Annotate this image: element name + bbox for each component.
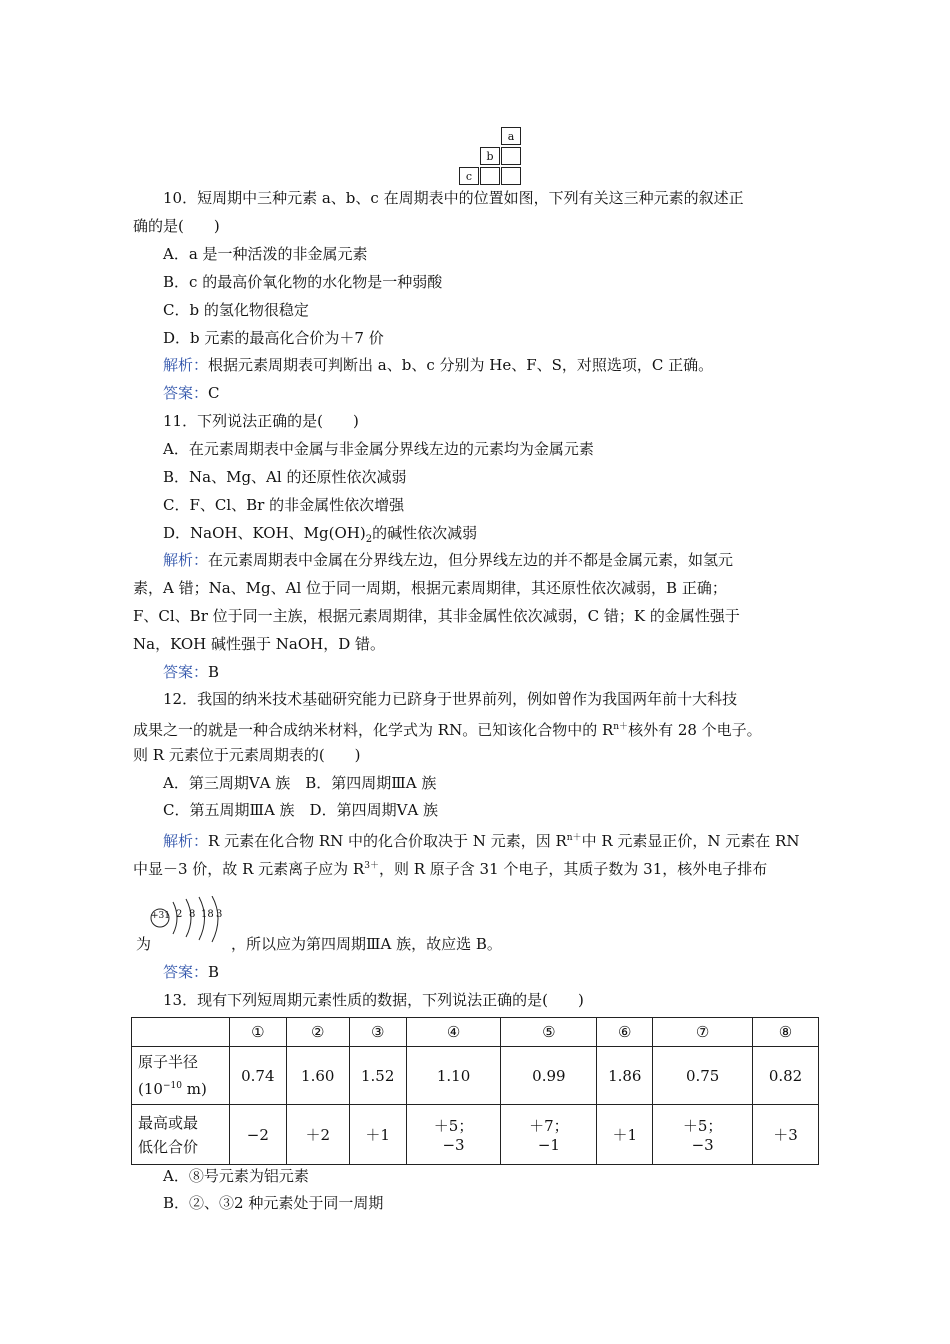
q10-answer	[163, 383, 220, 403]
answer-label: 答案：	[163, 963, 209, 981]
answer-value: C	[208, 384, 220, 402]
shell-count: 2	[176, 909, 183, 920]
answer-label: 答案：	[163, 663, 209, 681]
electron-shell-drawing	[147, 896, 231, 950]
table-cell: ＋5； −3	[653, 1105, 753, 1165]
q12-analysis-line3: ，所以应为第四周期ⅢA 族，故应选 B。	[231, 935, 502, 953]
q13-stem: 13．现有下列短周期元素性质的数据，下列说法正确的是( )	[163, 991, 584, 1009]
table-cell: ＋5； −3	[406, 1105, 501, 1165]
q12-stem: 12．我国的纳米技术基础研究能力已跻身于世界前列，例如曾作为我国两年前十大科技	[163, 690, 738, 708]
table-header: ⑧	[753, 1018, 819, 1047]
analysis-text: 根据元素周期表可判断出 a、b、c 分别为 He、F、S，对照选项，C 正确。	[208, 356, 714, 374]
cell-blank	[501, 167, 521, 185]
cell-a: a	[501, 127, 521, 145]
table-cell: 0.74	[229, 1047, 286, 1105]
table-cell: 1.86	[597, 1047, 653, 1105]
cell-blank	[501, 147, 521, 165]
q10-analysis	[163, 355, 713, 375]
analysis-label: 解析：	[163, 551, 209, 569]
table-header: ④	[406, 1018, 501, 1047]
table-header: ③	[349, 1018, 406, 1047]
q13-option-b: B．②、③2 种元素处于同一周期	[163, 1194, 384, 1212]
q10-option-b: B．c 的最高价氧化物的水化物是一种弱酸	[163, 273, 443, 291]
q11-analysis-line4: Na，KOH 碱性强于 NaOH，D 错。	[133, 635, 386, 653]
q13-option-a: A．⑧号元素为铝元素	[163, 1167, 309, 1185]
q12-stem-line3: 则 R 元素位于元素周期表的( )	[133, 746, 361, 764]
table-row-valence	[132, 1105, 819, 1165]
q11-option-c: C．F、Cl、Br 的非金属性依次增强	[163, 496, 405, 514]
electron-shell-diagram	[147, 896, 231, 950]
q11-option-a: A．在元素周期表中金属与非金属分界线左边的元素均为金属元素	[163, 440, 594, 458]
q11-analysis-line3: F、Cl、Br 位于同一主族，根据元素周期律，其非金属性依次减弱，C 错；K 的金属性强于	[133, 607, 740, 625]
table-cell: ＋3	[753, 1105, 819, 1165]
table-cell: 0.82	[753, 1047, 819, 1105]
table-cell: 0.99	[501, 1047, 597, 1105]
q11-option-b: B．Na、Mg、Al 的还原性依次减弱	[163, 468, 407, 486]
table-cell: 1.10	[406, 1047, 501, 1105]
table-cell: 0.75	[653, 1047, 753, 1105]
row-label-valence: 最高或最 低化合价	[132, 1105, 230, 1165]
q11-answer	[163, 662, 219, 682]
q10-option-a: A．a 是一种活泼的非金属元素	[163, 245, 368, 263]
q10-stem: 10．短周期中三种元素 a、b、c 在周期表中的位置如图，下列有关这三种元素的叙述正	[163, 189, 744, 207]
table-header: ⑦	[653, 1018, 753, 1047]
q10-stem-cont: 确的是( )	[133, 217, 220, 235]
q11-analysis: 解析：在元素周期表中金属在分界线左边，但分界线左边的并不都是金属元素，如氢元	[163, 551, 734, 569]
table-cell: ＋1	[349, 1105, 406, 1165]
periodic-table-fragment	[459, 127, 523, 185]
q12-options-ab: A．第三周期ⅤA 族 B．第四周期ⅢA 族	[163, 774, 437, 792]
q11-analysis-line2: 素，A 错；Na、Mg、Al 位于同一周期，根据元素周期律，其还原性依次减弱，B 正确；	[133, 579, 727, 597]
q10-option-c: C．b 的氢化物很稳定	[163, 301, 309, 319]
answer-label: 答案：	[163, 384, 209, 402]
analysis-label: 解析：	[163, 356, 209, 374]
q10-option-d: D．b 元素的最高化合价为＋7 价	[163, 329, 384, 347]
table-row-radius	[132, 1047, 819, 1105]
q12-wei: 为	[136, 935, 152, 953]
table-corner	[132, 1018, 230, 1047]
table-header: ①	[229, 1018, 286, 1047]
q12-analysis: 解析：R 元素在化合物 RN 中的化合价取决于 N 元素，因 $R^{n+}$中 R 元素显正价，N 元素在 RN	[163, 832, 800, 850]
table-cell: ＋2	[286, 1105, 349, 1165]
analysis-label: 解析：	[163, 832, 209, 850]
cell-c: c	[459, 167, 479, 185]
answer-value: B	[208, 963, 220, 981]
table-header: ⑥	[597, 1018, 653, 1047]
shell-count: 3	[216, 909, 223, 920]
table-cell: ＋1	[597, 1105, 653, 1165]
table-header: ②	[286, 1018, 349, 1047]
nucleus-label: +31	[151, 911, 170, 921]
cell-b: b	[480, 147, 500, 165]
table-cell: ＋7； −1	[501, 1105, 597, 1165]
table-cell: 1.60	[286, 1047, 349, 1105]
q12-answer	[163, 962, 219, 982]
table-header: ⑤	[501, 1018, 597, 1047]
q12-options-cd: C．第五周期ⅢA 族 D．第四周期ⅤA 族	[163, 801, 439, 819]
cell-blank	[480, 167, 500, 185]
q11-option-d: D．NaOH、KOH、$Mg(OH)_2$的碱性依次减弱	[163, 524, 478, 545]
shell-count: 18	[201, 909, 214, 920]
element-property-table	[131, 1017, 819, 1165]
table-cell: 1.52	[349, 1047, 406, 1105]
table-header-row	[132, 1018, 819, 1047]
answer-value: B	[208, 663, 220, 681]
shell-count: 8	[189, 909, 196, 920]
q11-stem: 11．下列说法正确的是( )	[163, 412, 359, 430]
q12-analysis-line2: 中显－3 价，故 R 元素离子应为 $R^{3+}$，则 R 原子含 31 个电子，其质子数为 31，核外电子排布	[133, 860, 768, 878]
row-label-radius: 原子半径 ($10^{-10}$ m)	[132, 1047, 230, 1105]
q12-stem-line2: 成果之一的就是一种合成纳米材料，化学式为 RN。已知该化合物中的 $R^{n+}$核外有 28 个电子。	[133, 721, 762, 739]
table-cell: −2	[229, 1105, 286, 1165]
